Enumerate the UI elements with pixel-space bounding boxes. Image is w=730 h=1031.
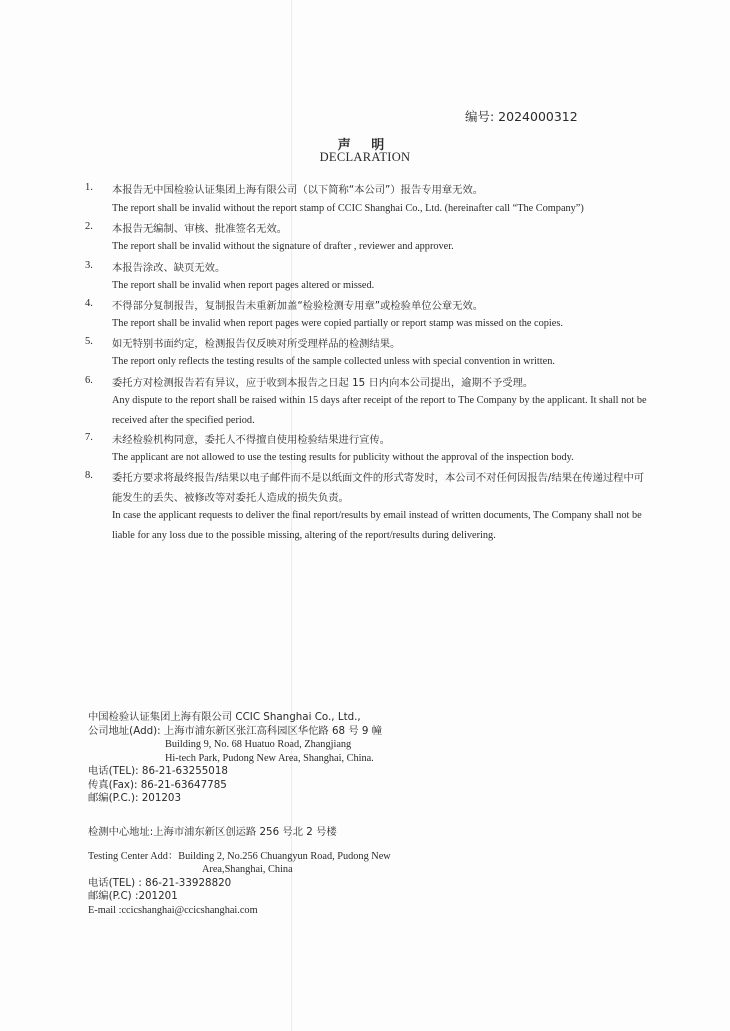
testing-center-address-chinese: 检测中心地址:上海市浦东新区创运路 256 号北 2 号楼 <box>88 826 337 838</box>
item-text-chinese: 本报告涂改、缺页无效。 <box>112 262 226 274</box>
item-text-english: The report shall be invalid when report pages altered or missed. <box>112 280 375 291</box>
company-name: 中国检验认证集团上海有限公司 CCIC Shanghai Co., Ltd., <box>88 711 361 723</box>
company-telephone: 电话(TEL): 86-21-63255018 <box>88 765 228 777</box>
item-text-english: The report only reflects the testing results of the sample collected unless with special convention in written. <box>112 356 555 367</box>
item-number: 3. <box>85 260 93 271</box>
item-text-english: The report shall be invalid without the signature of drafter , reviewer and approver. <box>112 241 454 252</box>
item-text-english: The applicant are not allowed to use the testing results for publicity without the approval of the inspection body. <box>112 452 574 463</box>
item-text-english: The report shall be invalid when report pages were copied partially or report stamp was missed on the copies. <box>112 318 563 329</box>
item-text-chinese: 如无特别书面约定，检测报告仅反映对所受理样品的检测结果。 <box>112 338 401 350</box>
title-english: DECLARATION <box>319 150 411 164</box>
item-number: 6. <box>85 375 93 386</box>
testing-center-address-english-line2: Area,Shanghai, China <box>202 864 293 875</box>
item-text-chinese: 本报告无编制、审核、批准签名无效。 <box>112 223 288 235</box>
contact-email: E-mail :ccicshanghai@ccicshanghai.com <box>88 904 258 916</box>
company-fax: 传真(Fax): 86-21-63647785 <box>88 778 227 791</box>
item-text-chinese: 未经检验机构同意，委托人不得擅自使用检验结果进行宣传。 <box>112 434 391 446</box>
company-address-row <box>88 725 382 739</box>
item-number: 1. <box>85 182 93 193</box>
item-text-english: Any dispute to the report shall be raised within 15 days after receipt of the report to The Company by the applicant. It shall not be received after the specified period. <box>112 395 647 426</box>
item-text-chinese: 本报告无中国检验认证集团上海有限公司（以下简称“本公司”）报告专用章无效。 <box>112 184 484 196</box>
item-number: 8. <box>85 470 93 481</box>
testing-center-telephone: 电话(TEL) : 86-21-33928820 <box>88 876 232 889</box>
item-text-chinese: 委托方对检测报告若有异议，应于收到本报告之日起 15 日内向本公司提出，逾期不予受理。 <box>112 377 534 389</box>
item-number: 7. <box>85 432 93 443</box>
item-number: 4. <box>85 298 93 309</box>
spacer <box>88 840 391 850</box>
title-chinese: 声 明 <box>337 138 393 153</box>
item-text-english: The report shall be invalid without the report stamp of CCIC Shanghai Co., Ltd. (hereinafter call “The Company”) <box>112 203 584 214</box>
testing-center-address-english-line1: Testing Center Add：Building 2, No.256 Chuangyun Road, Pudong New <box>88 850 391 862</box>
report-number: 编号: 2024000312 <box>465 109 578 124</box>
testing-center-postcode: 邮编(P.C) :201201 <box>88 890 178 902</box>
item-text-english: In case the applicant requests to deliver the final report/results by email instead of written documents, The Company shall not be liable for any loss due to the possible missing, altering of the report/results during delivering. <box>112 510 642 541</box>
address-english-line2: Hi-tech Park, Pudong New Area, Shanghai, China. <box>165 752 374 764</box>
address-chinese: 上海市浦东新区张江高科园区华佗路 68 号 9 幢 <box>163 724 383 737</box>
testing-center-block <box>88 826 391 917</box>
item-text-chinese: 委托方要求将最终报告/结果以电子邮件而不是以纸面文件的形式寄发时，本公司不对任何因报告/结果在传递过程中可能发生的丢失、被修改等对委托人造成的损失负责。 <box>112 472 645 504</box>
address-label: 公司地址(Add): <box>88 724 161 737</box>
item-text-chinese: 不得部分复制报告，复制报告未重新加盖“检验检测专用章”或检验单位公章无效。 <box>112 300 484 312</box>
item-number: 2. <box>85 221 93 232</box>
item-number: 5. <box>85 336 93 347</box>
address-english-line1: Building 9, No. 68 Huatuo Road, Zhangjiang <box>165 739 352 750</box>
company-contact-block <box>88 711 382 806</box>
company-postcode: 邮编(P.C.): 201203 <box>88 792 182 804</box>
